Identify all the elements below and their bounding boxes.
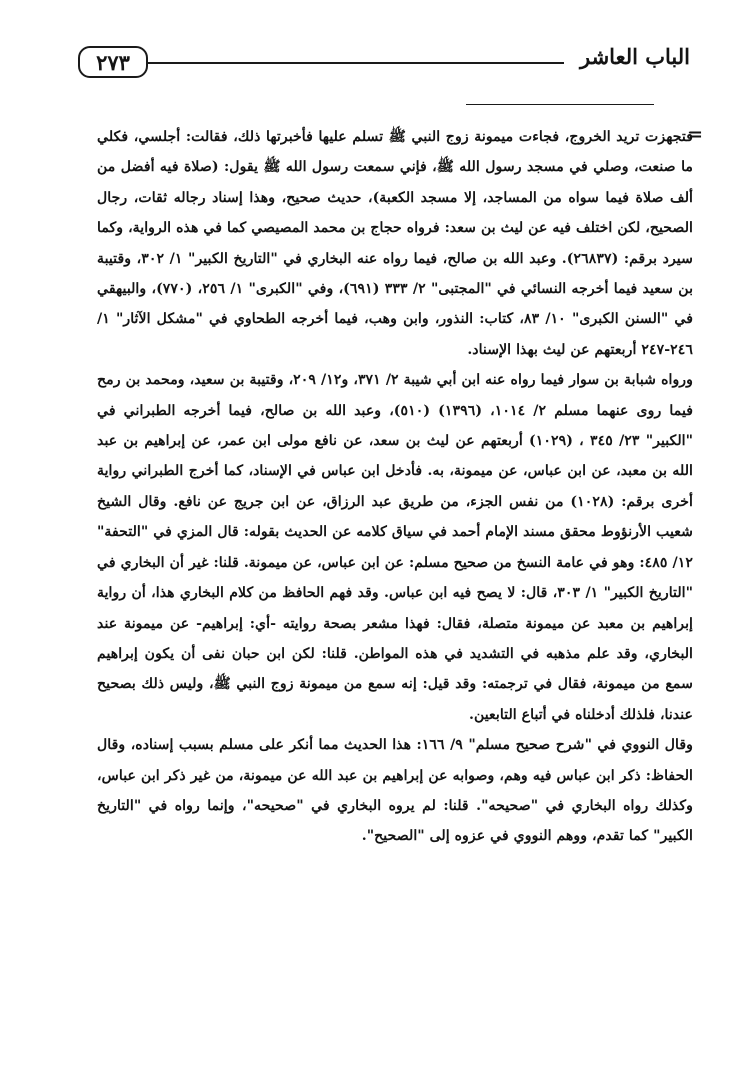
footnote-paragraph: ورواه شبابة بن سوار فيما رواه عنه ابن أبي شيبة ٢/ ٣٧١، و١٢/ ٢٠٩، وقتيبة بن سعيد، ومحمد بن رمح فيما روى عنهما مسلم ٢/ ١٠١٤، (١٣٩٦) (٥١٠)، وعبد الله بن صالح، فيما أخرجه الطبراني في "الكبير" ٢٣/ ٣٤٥ ، (١٠٢٩) أربعتهم عن ليث بن سعد، عن نافع مولى ابن عمر، عن إبراهيم بن عبد الله بن معبد، عن ابن عباس، عن ميمونة، به. فأدخل ابن عباس في الإسناد، كما أخرج الطبراني رواية أخرى برقم: (١٠٢٨) من نفس الجزء، من طريق عبد الرزاق، عن ابن جريج عن نافع. وقال الشيخ شعيب الأرنؤوط محقق مسند الإمام أحمد في سياق كلامه عن الحديث بقوله: قال المزي في "التحفة" ١٢/ ٤٨٥: وهو في عامة النسخ من صحيح مسلم: عن ابن عباس، عن ميمونة. قلنا: غير أن البخاري في "التاريخ الكبير" ١/ ٣٠٣، قال: لا يصح فيه ابن عباس. وقد فهم الحافظ من كلام البخاري هذا، أن رواية إبراهيم بن معبد عن ميمونة متصلة، فقال: فهذا مشعر بصحة روايته -أي: إبراهيم- عن ميمونة عند البخاري، وقد علم مذهبه في التشديد في هذه المواطن. قلنا: لكن ابن حبان نفى أن يكون إبراهيم سمع من ميمونة، فقال في ترجمته: وقد قيل: إنه سمع من ميمونة زوج النبي ﷺ، وليس ذلك بصحيح عندنا، فلذلك أدخلناه في أتباع التابعين. <box>97 372 694 723</box>
footnote-continuation-mark: = <box>687 124 703 145</box>
footnote-body <box>97 122 693 852</box>
page-header <box>0 0 750 90</box>
footnote-paragraph: وقال النووي في "شرح صحيح مسلم" ٩/ ١٦٦: هذا الحديث مما أنكر على مسلم بسبب إسناده، وقال الحفاظ: ذكر ابن عباس فيه وهم، وصوابه عن إبراهيم بن عبد الله عن ميمونة، من غير ذكر ابن عباس، وكذلك رواه البخاري في "صحيحه". قلنا: لم يروه البخاري في "صحيحه"، وإنما رواه في "التاريخ الكبير" كما تقدم، ووهم النووي في عزوه إلى "الصحيح". <box>97 737 693 845</box>
footnote-paragraph: فتجهزت تريد الخروج، فجاءت ميمونة زوج النبي ﷺ تسلم عليها فأخبرتها ذلك، فقالت: أجلسي، فكلي ما صنعت، وصلي في مسجد رسول الله ﷺ، فإني سمعت رسول الله ﷺ يقول: (صلاة فيه أفضل من ألف صلاة فيما سواه من المساجد، إلا مسجد الكعبة)، حديث صحيح، وهذا إسناد رجاله ثقات، رجال الصحيح، لكن اختلف فيه عن ليث بن سعد: فرواه حجاج بن محمد المصيصي كما في هذه الرواية، وكما سيرد برقم: (٢٦٨٣٧). وعبد الله بن صالح، فيما رواه عنه البخاري في "التاريخ الكبير" ١/ ٣٠٢، وقتيبة بن سعيد فيما أخرجه النسائي في "المجتبى" ٢/ ٣٣٣ (٦٩١)، وفي "الكبرى" ١/ ٢٥٦، (٧٧٠)، والبيهقي في "السنن الكبرى" ١٠/ ٨٣، كتاب: النذور، وابن وهب، فيما أخرجه الطحاوي في "مشكل الآثار" ١/ ٢٤٦-٢٤٧ أربعتهم عن ليث بهذا الإسناد. <box>97 129 694 358</box>
footnote-separator <box>466 104 654 105</box>
page-number: ٢٧٣ <box>78 46 148 78</box>
header-rule <box>148 62 564 64</box>
chapter-title: الباب العاشر <box>580 44 690 69</box>
